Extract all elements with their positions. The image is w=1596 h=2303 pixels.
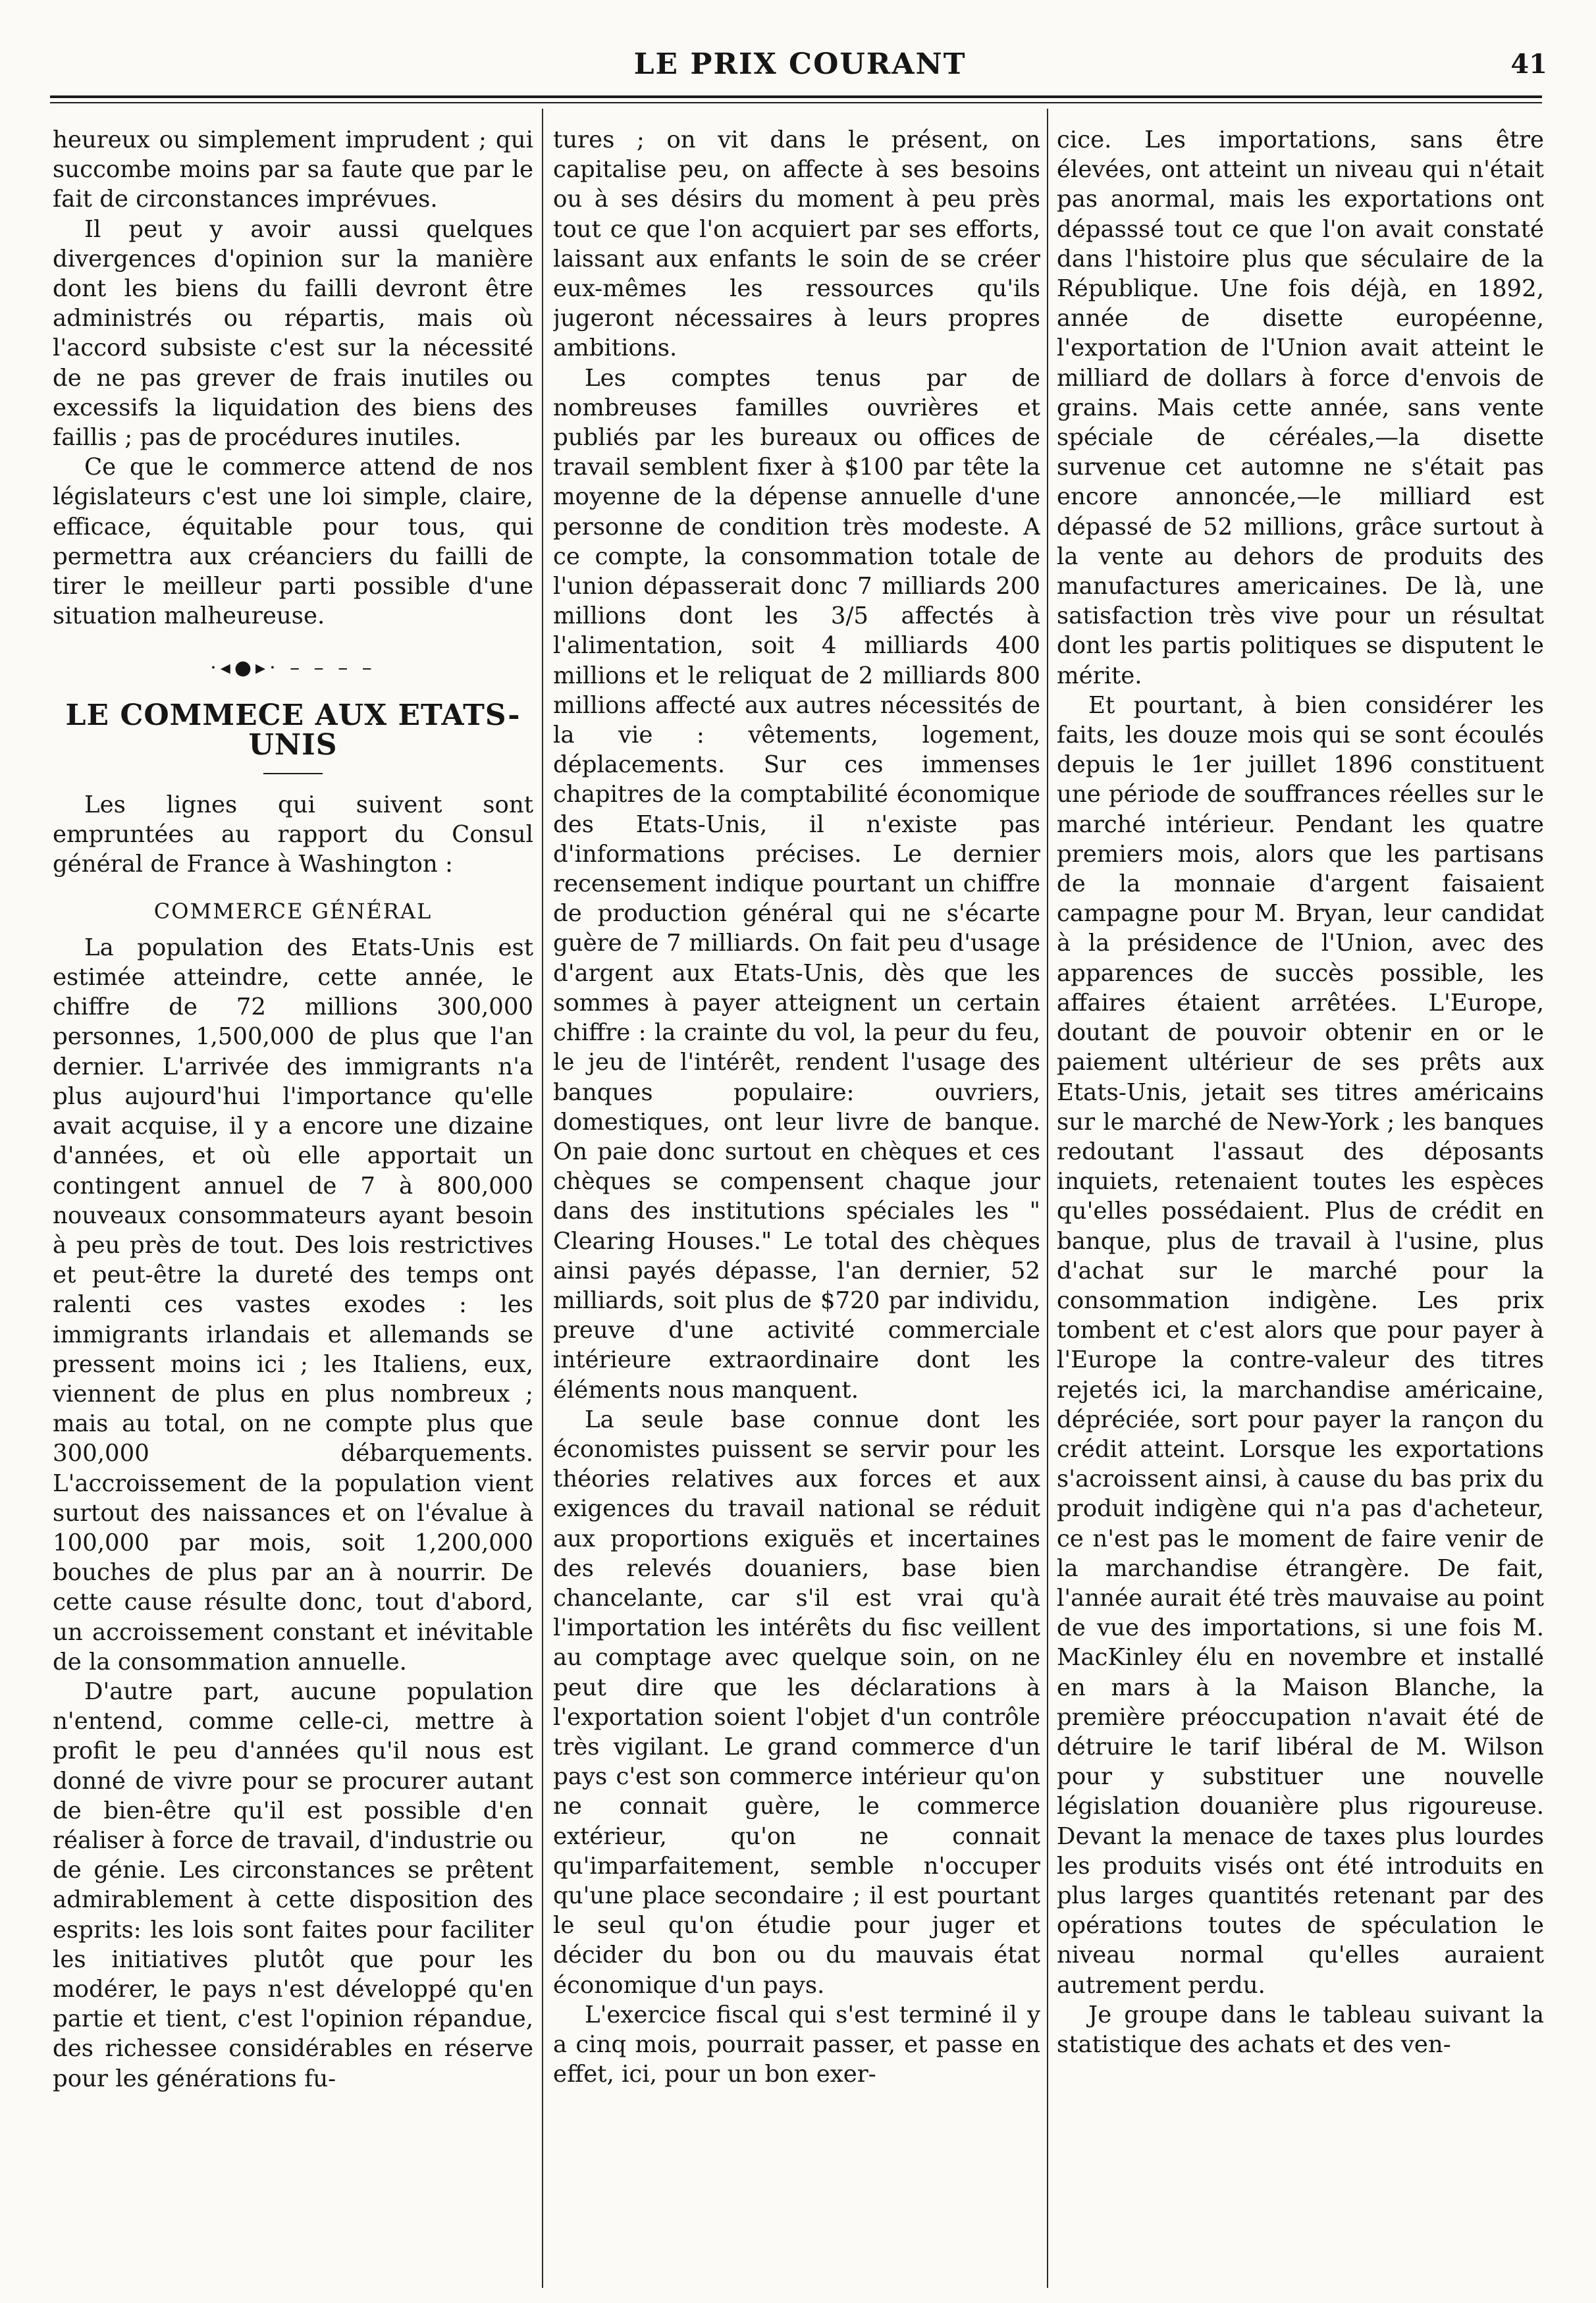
column-1 [53, 125, 533, 2291]
paragraph: heureux ou simplement imprudent ; qui succombe moins par sa faute que par le fait de circonstances imprévues. [53, 126, 533, 213]
paragraph: D'autre part, aucune population n'entend, comme celle-ci, mettre à profit le peu d'années qu'il nous est donné de vivre pour se procurer autant de bien-être qu'il est possible d'en réaliser à force de travail, d'industrie ou de génie. Les circonstances se prêtent admirablement à cette disposition des esprits: les lois sont faites pour faciliter les initiatives plutôt que pour les modérer, le pays n'est développé qu'en partie et tient, c'est l'opinion répandue, des richessee considérables en réserve pour les générations fu- [53, 1678, 533, 2092]
paragraph: La seule base connue dont les économistes puissent se servir pour les théories relatives aux forces et aux exigences du travail national se réduit aux proportions exiguës et incertaines des relevés douaniers, base bien chancelante, car s'il est vrai qu'à l'importation les intérêts du fisc veillent au comptage avec quelque soin, on ne peut dire que les déclarations à l'exportation soient l'objet d'un contrôle très vigilant. Le grand commerce d'un pays c'est son commerce intérieur qu'on ne connait guère, le commerce extérieur, qu'on ne connait qu'imparfaitement, semble n'occuper qu'une place secondaire ; il est pourtant le seul qu'on étudie pour juger et décider du bon ou du mauvais état économique d'un pays. [553, 1406, 1040, 1999]
paragraph: cice. Les importations, sans être élevées, ont atteint un niveau qui n'était pas anormal, mais les exportations ont dépasssé tout ce que l'on avait constaté dans l'histoire plus que séculaire de la République. Une fois déjà, en 1892, année de disette européenne, l'exportation de l'Union avait atteint le milliard de dollars à force d'envois de grains. Mais cette année, sans vente spéciale de céréales,—la disette survenue cet automne ne s'était pas encore annoncée,—le milliard est dépassé de 52 millions, grâce surtout à la vente au dehors de produits des manufactures americaines. De là, une satisfaction très vive pour un résultat dont les partis politiques se disputent le mérite. [1057, 126, 1544, 689]
column-2 [553, 125, 1040, 2291]
paragraph: Je groupe dans le tableau suivant la statistique des achats et des ven- [1057, 2001, 1544, 2058]
paragraph: La population des Etats-Unis est estimée atteindre, cette année, le chiffre de 72 millions 300,000 personnes, 1,500,000 de plus que l'an dernier. L'arrivée des immigrants n'a plus aujourd'hui l'importance qu'elle avait acquise, il y a encore une dizaine d'années, et où elle apportait un contingent annuel de 7 à 800,000 nouveaux consommateurs ayant besoin à peu près de tout. Des lois restrictives et peut-être la dureté des temps ont ralenti ces vastes exodes : les immigrants irlandais et allemands se pressent moins ici ; les Italiens, eux, viennent de plus en plus nombreux ; mais au total, on ne compte plus que 300,000 débarquements. L'accroissement de la population vient surtout des naissances et on l'évalue à 100,000 par mois, soit 1,200,000 bouches de plus par an à nourrir. De cette cause résulte donc, tout d'abord, un accroissement constant et inévitable de la consommation annuelle. [53, 934, 533, 1676]
paragraph: Les comptes tenus par de nombreuses familles ouvrières et publiés par les bureaux ou offices de travail semblent fixer à $100 par tête la moyenne de la dépense annuelle d'une personne de condition très modeste. A ce compte, la consommation totale de l'union dépasserait donc 7 milliards 200 millions dont les 3/5 affectés à l'alimentation, soit 4 milliards 400 millions et le reliquat de 2 milliards 800 millions affecté aux autres nécessités de la vie : vêtements, logement, déplacements. Sur ces immenses chapitres de la comptabilité économique des Etats-Unis, il n'existe pas d'informations précises. Le dernier recensement indique pourtant un chiffre de production général qui ne s'écarte guère de 7 milliards. On fait peu d'usage d'argent aux Etats-Unis, dès que les sommes à payer atteignent un certain chiffre : la crainte du vol, la peur du feu, le jeu de l'intérêt, rendent l'usage des banques populaire: ouvriers, domestiques, ont leur livre de banque. On paie donc surtout en chèques et ces chèques se compensent chaque jour dans des institutions spéciales les " Clearing Houses." Le total des chèques ainsi payés dépasse, l'an dernier, 52 milliards, soit plus de $720 par individu, preuve d'une activité commerciale intérieure extraordinaire dont les éléments nous manquent. [553, 364, 1040, 1404]
paragraph: Ce que le commerce attend de nos législateurs c'est une loi simple, claire, efficace, équitable pour tous, qui permettra aux créanciers du failli de tirer le meilleur parti possible d'une situation malheureuse. [53, 454, 533, 630]
paragraph: Et pourtant, à bien considérer les faits, les douze mois qui se sont écoulés depuis le 1er juillet 1896 constituent une période de souffrances réelles sur le marché intérieur. Pendant les quatre premiers mois, alors que les partisans de la monnaie d'argent faisaient campagne pour M. Bryan, leur candidat à la présidence de l'Union, avec des apparences de succès possible, les affaires étaient arrêtées. L'Europe, doutant de pouvoir obtenir en or le paiement ultérieur de ses prêts aux Etats-Unis, jetait ses titres américains sur le marché de New-York ; les banques redoutant l'assaut des déposants inquiets, retenaient toutes les espèces qu'elles possédaient. Plus de crédit en banque, plus de travail à l'usine, plus d'achat sur le marché pour la consommation indigène. Les prix tombent et c'est alors que pour payer à l'Europe la contre-valeur des titres rejetés ici, la marchandise américaine, dépréciée, sort pour payer la rançon du crédit atteint. Lorsque les exportations s'acroissent ainsi, à cause du bas prix du produit indigène qui n'a pas d'acheteur, ce n'est pas le moment de faire venir de la marchandise étrangère. De fait, l'année aurait été très mauvaise au point de vue des importations, si une fois M. MacKinley élu en novembre et installé en mars à la Maison Blanche, la première préoccupation n'avait été de détruire le tarif libéral de M. Wilson pour y substituer une nouvelle législation douanière plus rigoureuse. Devant la menace de taxes plus lourdes les produits visés ont été introduits en plus larges quantités retenant par des opérations toutes de spéculation le niveau normal qu'elles auraient autrement perdu. [1057, 691, 1544, 1999]
page-number: 41 [1510, 49, 1547, 80]
subsection-title: COMMERCE GÉNÉRAL [153, 898, 433, 924]
section-title: LE COMMECE AUX ETATS-UNIS [65, 698, 521, 762]
section-rule [263, 773, 323, 774]
column-divider-2 [1047, 109, 1048, 2288]
paragraph: L'exercice fiscal qui s'est terminé il y a cinq mois, pourrait passer, et passe en effet, ici, pour un bon exer- [553, 2001, 1040, 2088]
journal-title: LE PRIX COURANT [633, 47, 967, 81]
paragraph: Les lignes qui suivent sont empruntées au rapport du Consul général de France à Washington : [53, 791, 533, 878]
column-3 [1057, 125, 1544, 2291]
header-rule [50, 95, 1542, 98]
paragraph: Il peut y avoir aussi quelques divergences d'opinion sur la manière dont les biens du failli devront être administrés ou répartis, mais où l'accord subsiste c'est sur la nécessité de ne pas grever de frais inutiles ou excessifs la liquidation des biens des faillis ; pas de procédures inutiles. [53, 215, 533, 452]
paragraph: tures ; on vit dans le présent, on capitalise peu, on affecte à ses besoins ou à ses désirs du moment à peu près tout ce que l'on acquiert par ses efforts, laissant aux enfants le soin de se créer eux-mêmes les ressources qu'ils jugeront nécessaires à leurs propres ambitions. [553, 126, 1040, 362]
column-divider-1 [542, 109, 543, 2288]
header-rule-secondary [50, 102, 1542, 103]
page-header [53, 40, 1547, 92]
section-ornament: ·◂●▸· – – – – [210, 656, 376, 680]
